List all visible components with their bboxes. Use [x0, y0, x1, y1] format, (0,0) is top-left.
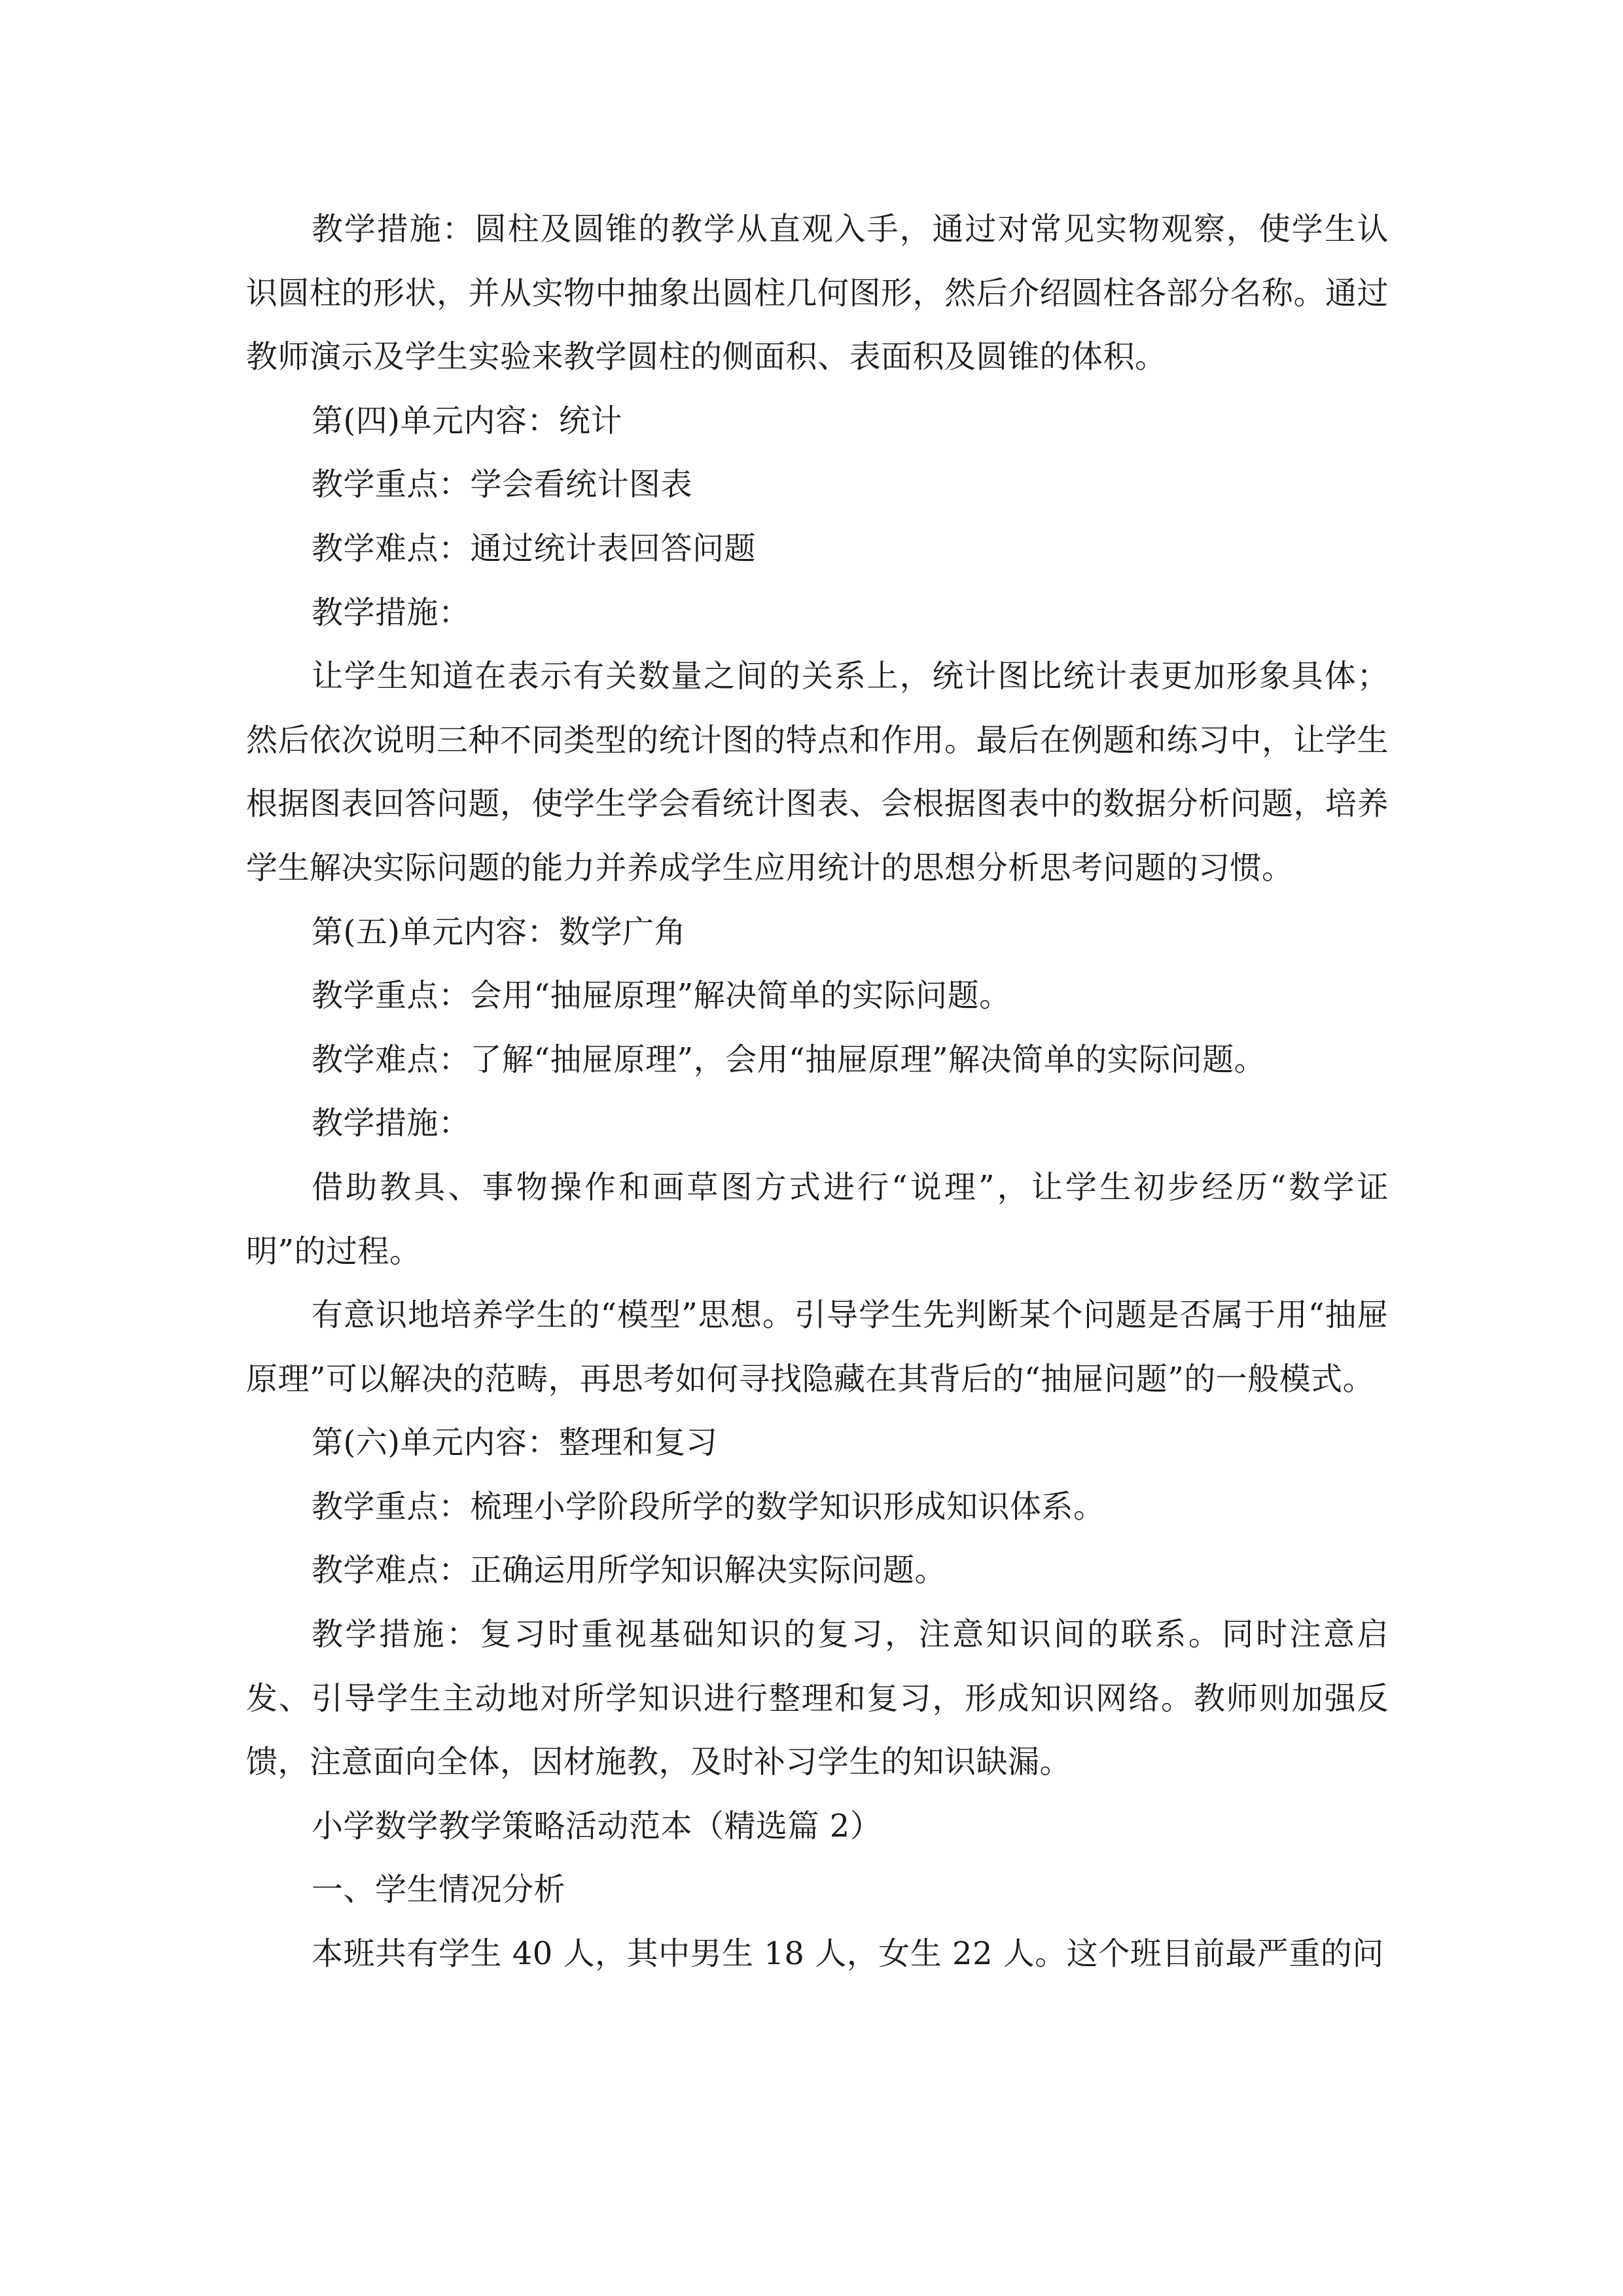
paragraph-unit-4-title: 第(四)单元内容：统计 [312, 402, 622, 439]
paragraph-unit-5-measures-body-1: 借助教具、事物操作和画草图方式进行“说理”，让学生初步经历“数学证明”的过程。 [246, 1168, 1389, 1270]
paragraph-unit-4-key-point: 教学重点：学会看统计图表 [312, 466, 693, 503]
paragraph-unit-5-key-point: 教学重点：会用“抽屉原理”解决简单的实际问题。 [312, 977, 1011, 1014]
paragraph-teaching-measures-cylinder: 教学措施：圆柱及圆锥的教学从直观入手，通过对常见实物观察，使学生认识圆柱的形状，并从实物中抽象出圆柱几何图形，然后介绍圆柱各部分名称。通过教师演示及学生实验来教学圆柱的侧面积、表面积及圆锥的体积。 [246, 211, 1389, 376]
paragraph-unit-4-measures-label: 教学措施： [312, 594, 471, 631]
paragraph-unit-5-title: 第(五)单元内容：数学广角 [312, 913, 686, 950]
paragraph-unit-6-measures: 教学措施：复习时重视基础知识的复习，注意知识间的联系。同时注意启发、引导学生主动地对所学知识进行整理和复习，形成知识网络。教师则加强反馈，注意面向全体，因材施教，及时补习学生的知识缺漏。 [246, 1616, 1389, 1781]
paragraph-class-composition: 本班共有学生 40 人，其中男生 18 人，女生 22 人。这个班目前最严重的问 [312, 1935, 1384, 1973]
section-heading-featured-2: 小学数学教学策略活动范本（精选篇 2） [312, 1807, 882, 1844]
paragraph-unit-5-difficulty: 教学难点：了解“抽屉原理”，会用“抽屉原理”解决简单的实际问题。 [312, 1041, 1266, 1078]
paragraph-unit-6-key-point: 教学重点：梳理小学阶段所学的数学知识形成知识体系。 [312, 1488, 1105, 1525]
paragraph-unit-6-difficulty: 教学难点：正确运用所学知识解决实际问题。 [312, 1552, 947, 1589]
paragraph-unit-5-measures-label: 教学措施： [312, 1105, 471, 1142]
paragraph-unit-5-measures-body-2: 有意识地培养学生的“模型”思想。引导学生先判断某个问题是否属于用“抽屉原理”可以解决的范畴，再思考如何寻找隐藏在其背后的“抽屉问题”的一般模式。 [246, 1297, 1389, 1397]
paragraph-unit-4-measures-body: 让学生知道在表示有关数量之间的关系上，统计图比统计表更加形象具体；然后依次说明三种不同类型的统计图的特点和作用。最后在例题和练习中，让学生根据图表回答问题，使学生学会看统计图表、会根据图表中的数据分析问题，培养学生解决实际问题的能力并养成学生应用统计的思想分析思考问题的习惯。 [246, 658, 1389, 886]
paragraph-unit-6-title: 第(六)单元内容：整理和复习 [312, 1424, 718, 1462]
document-body [246, 198, 1389, 1986]
paragraph-unit-4-difficulty: 教学难点：通过统计表回答问题 [312, 529, 757, 567]
section-heading-student-analysis: 一、学生情况分析 [312, 1871, 566, 1909]
